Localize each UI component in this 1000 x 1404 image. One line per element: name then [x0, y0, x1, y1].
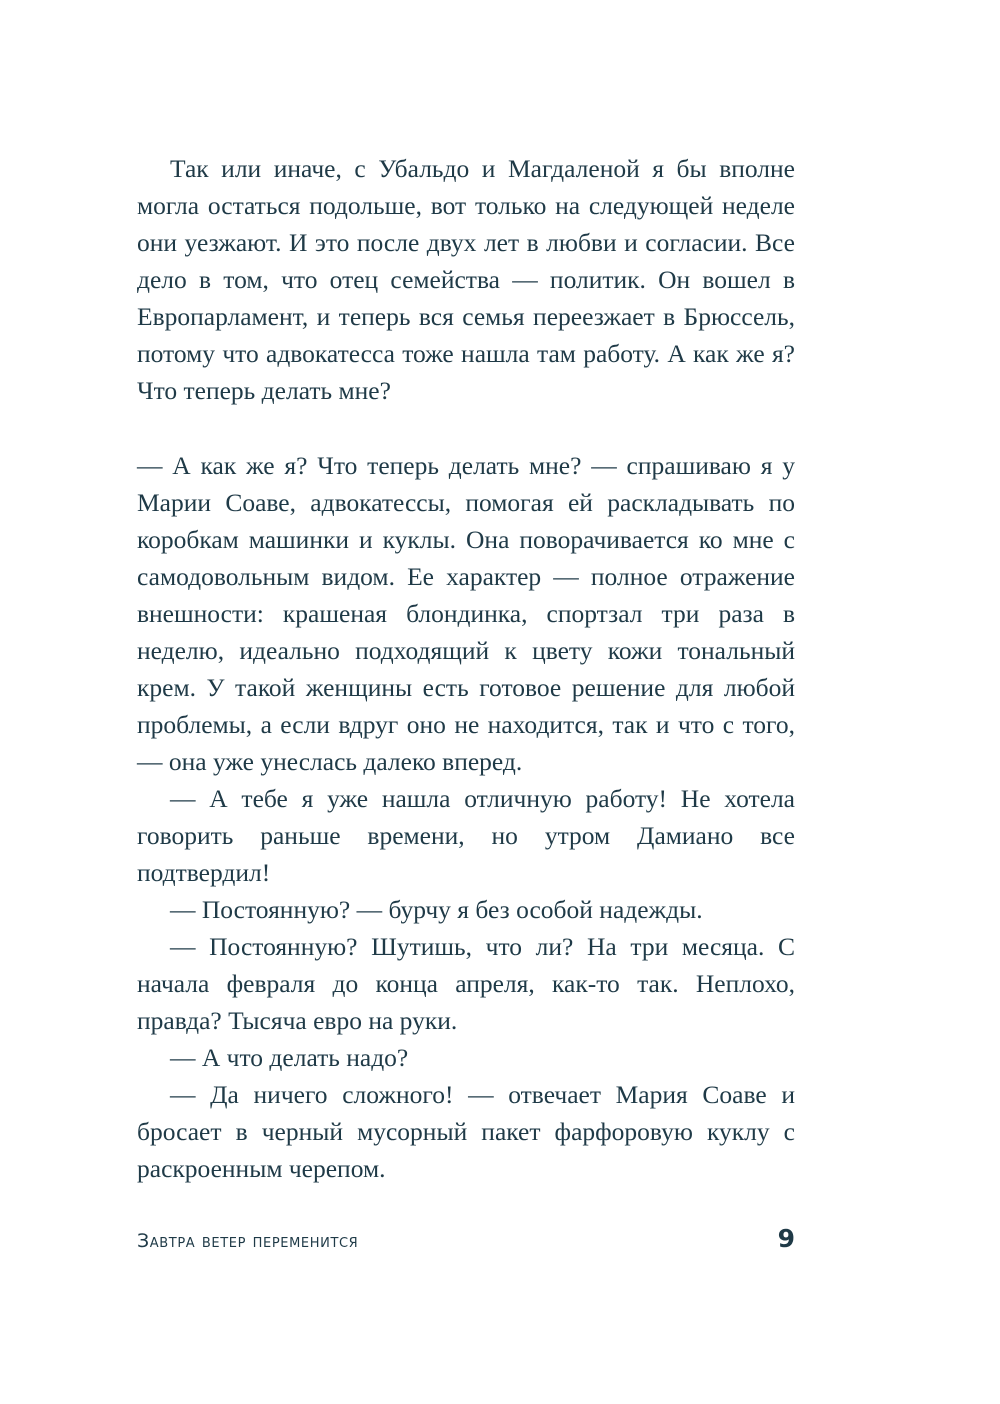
paragraph: — Постоянную? — бурчу я без особой надежды. [170, 895, 703, 924]
paragraph: — А что делать надо? [170, 1043, 409, 1072]
paragraph: — Постоянную? Шутишь, что ли? На три месяца. С начала февраля до конца апреля, как-то так. Неплохо, правда? Тысяча евро на руки. [137, 932, 795, 1035]
page-footer [137, 1224, 795, 1260]
text-block-dialogue [137, 447, 795, 1187]
running-title: Завтра ветер переменится [137, 1230, 359, 1252]
paragraph: Так или иначе, с Убальдо и Магдаленой я бы вполне могла остаться подольше, вот только на следующей неделе они уезжают. И это после двух лет в любви и согласии. Все дело в том, что отец семейства — политик. Он вошел в Европарламент, и теперь вся семья переезжает в Брюссель, потому что адвокатесса тоже нашла там работу. А как же я? Что теперь делать мне? [137, 154, 795, 405]
page-number: 9 [777, 1224, 795, 1253]
text-block-intro [137, 150, 795, 409]
paragraph: — А как же я? Что теперь делать мне? — спрашиваю я у Марии Соаве, адвокатессы, помогая ей раскладывать по коробкам машинки и куклы. Она поворачивается ко мне с самодовольным видом. Ее характер — полное отражение внешности: крашеная блондинка, спортзал три раза в неделю, идеально подходящий к цвету кожи тональный крем. У такой женщины есть готовое решение для любой проблемы, а если вдруг оно не находится, так и что с того, — она уже унеслась далеко вперед. [137, 451, 795, 776]
paragraph: — А тебе я уже нашла отличную работу! Не хотела говорить раньше времени, но утром Дамиано все подтвердил! [137, 784, 795, 887]
paragraph: — Да ничего сложного! — отвечает Мария Соаве и бросает в черный мусорный пакет фарфоровую куклу с раскроенным черепом. [137, 1080, 795, 1183]
